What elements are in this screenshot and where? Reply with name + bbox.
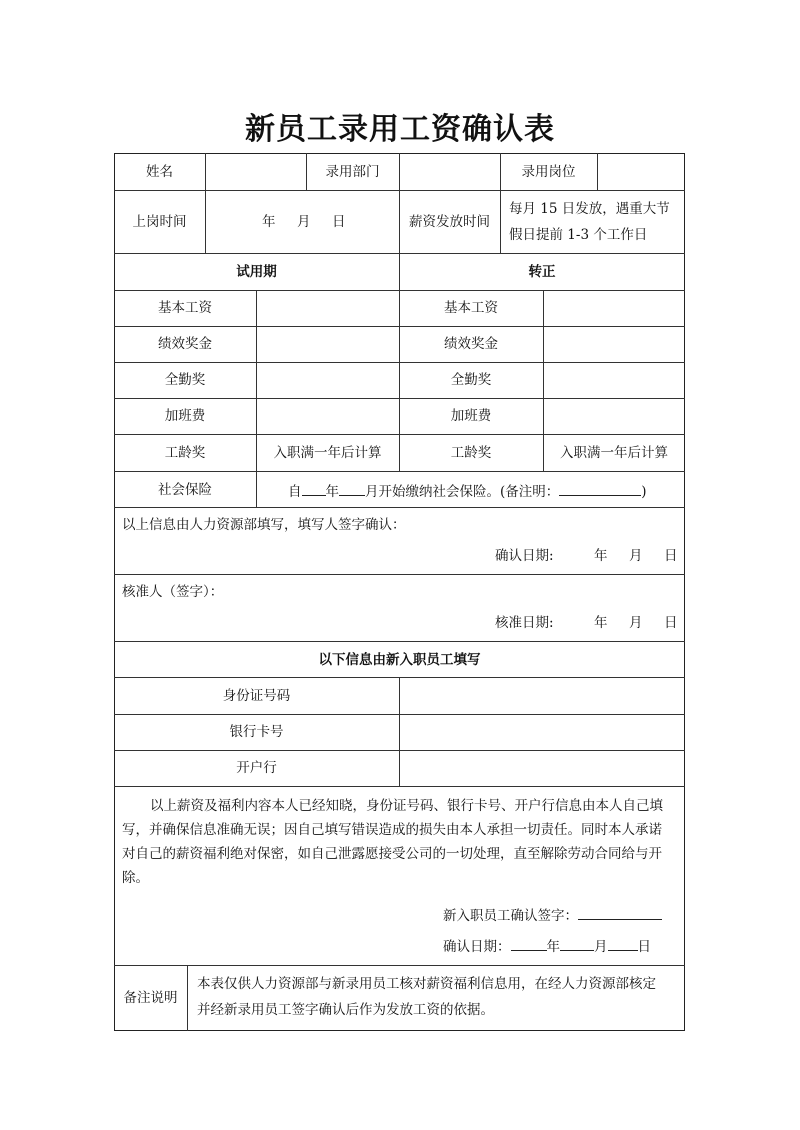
col-divider bbox=[597, 153, 598, 190]
employee-date-year: 年 bbox=[546, 939, 560, 955]
probation-seniority-label: 工龄奖 bbox=[164, 445, 206, 461]
hr-confirm-date-label: 确认日期: bbox=[495, 548, 554, 564]
probation-seniority-note: 入职满一年后计算 bbox=[273, 445, 382, 461]
col-divider bbox=[543, 290, 544, 471]
employee-date-day-blank[interactable] bbox=[608, 937, 638, 951]
department-label: 录用部门 bbox=[325, 164, 380, 180]
remarks-text-1: 本表仅供人力资源部与新录用员工核对薪资福利信息用，在经人力资源部核定 bbox=[197, 976, 656, 992]
probation-attendance-label: 全勤奖 bbox=[164, 372, 206, 388]
regular-seniority-note: 入职满一年后计算 bbox=[560, 445, 668, 461]
regular-header: 转正 bbox=[528, 264, 556, 280]
employee-date-day: 日 bbox=[637, 939, 651, 955]
insurance-note-blank[interactable] bbox=[559, 482, 641, 496]
id-number-label: 身份证号码 bbox=[222, 688, 291, 704]
probation-bonus-label: 绩效奖金 bbox=[158, 336, 212, 352]
insurance-from: 自 bbox=[288, 484, 302, 500]
insurance-text: 月开始缴纳社会保险。(备注明： bbox=[365, 484, 560, 500]
employee-date-label: 确认日期： bbox=[443, 939, 511, 955]
approver-year: 年 bbox=[594, 615, 608, 631]
employee-date-month: 月 bbox=[594, 939, 608, 955]
bank-card-label: 银行卡号 bbox=[229, 724, 284, 740]
declaration-line-4: 除。 bbox=[122, 870, 149, 886]
declaration-line-3: 对自己的薪资福利绝对保密，如自己泄露愿接受公司的一切处理，直至解除劳动合同给与开 bbox=[122, 846, 662, 862]
row-divider bbox=[114, 471, 685, 472]
col-divider bbox=[399, 253, 400, 471]
pay-time-label: 薪资发放时间 bbox=[409, 214, 490, 230]
pay-time-text-1: 每月 15 日发放，遇重大节 bbox=[509, 201, 670, 217]
regular-seniority-label: 工龄奖 bbox=[450, 445, 492, 461]
start-date-label: 上岗时间 bbox=[132, 214, 187, 230]
probation-base-salary-label: 基本工资 bbox=[158, 300, 212, 316]
employee-date-line bbox=[443, 937, 651, 955]
approver-date-label: 核准日期: bbox=[495, 615, 554, 631]
approver-day: 日 bbox=[664, 615, 678, 631]
hr-confirm-day: 日 bbox=[664, 548, 678, 564]
regular-attendance-label: 全勤奖 bbox=[450, 372, 492, 388]
hr-confirm-text: 以上信息由人力资源部填写，填写人签字确认： bbox=[122, 517, 406, 533]
start-month-unit: 月 bbox=[297, 214, 311, 230]
declaration-line-2: 写，并确保信息准确无误；因自己填写错误造成的损失由本人承担一切责任。同时本人承诺 bbox=[122, 822, 662, 838]
position-label: 录用岗位 bbox=[521, 164, 576, 180]
employee-signature-label: 新入职员工确认签字： bbox=[443, 908, 578, 924]
employee-section-header: 以下信息由新入职员工填写 bbox=[318, 652, 481, 668]
regular-overtime-label: 加班费 bbox=[450, 408, 492, 424]
employee-signature-blank[interactable] bbox=[578, 906, 662, 920]
row-divider bbox=[114, 641, 685, 642]
row-divider bbox=[114, 507, 685, 508]
col-divider bbox=[187, 965, 188, 1031]
col-divider bbox=[399, 153, 400, 253]
start-year-unit: 年 bbox=[262, 214, 276, 230]
insurance-year: 年 bbox=[325, 484, 339, 500]
declaration-line-1: 以上薪资及福利内容本人已经知晓，身份证号码、银行卡号、开户行信息由本人自己填 bbox=[150, 798, 663, 814]
insurance-close: ) bbox=[641, 484, 647, 500]
employee-date-year-blank[interactable] bbox=[511, 937, 547, 951]
employee-signature-line bbox=[443, 906, 662, 924]
insurance-statement bbox=[288, 482, 647, 500]
probation-header: 试用期 bbox=[236, 264, 277, 280]
approver-month: 月 bbox=[629, 615, 643, 631]
pay-time-text-2: 假日提前 1-3 个工作日 bbox=[509, 227, 648, 243]
form-title: 新员工录用工资确认表 bbox=[245, 112, 555, 147]
employee-date-month-blank[interactable] bbox=[560, 937, 594, 951]
remarks-text-2: 并经新录用员工签字确认后作为发放工资的依据。 bbox=[197, 1002, 494, 1018]
hr-confirm-month: 月 bbox=[629, 548, 643, 564]
insurance-year-blank[interactable] bbox=[302, 482, 326, 496]
insurance-month-blank[interactable] bbox=[339, 482, 365, 496]
regular-bonus-label: 绩效奖金 bbox=[444, 336, 498, 352]
col-divider bbox=[205, 153, 206, 253]
probation-overtime-label: 加班费 bbox=[164, 408, 206, 424]
row-divider bbox=[114, 965, 685, 966]
start-day-unit: 日 bbox=[332, 214, 346, 230]
hr-confirm-year: 年 bbox=[594, 548, 608, 564]
regular-base-salary-label: 基本工资 bbox=[444, 300, 498, 316]
row-divider bbox=[114, 786, 685, 787]
bank-branch-label: 开户行 bbox=[236, 760, 277, 776]
name-label: 姓名 bbox=[146, 164, 173, 180]
col-divider bbox=[399, 677, 400, 786]
remarks-label: 备注说明 bbox=[123, 990, 178, 1006]
insurance-label: 社会保险 bbox=[158, 482, 212, 498]
approver-text: 核准人（签字）： bbox=[122, 584, 224, 600]
row-divider bbox=[114, 574, 685, 575]
col-divider bbox=[256, 290, 257, 507]
